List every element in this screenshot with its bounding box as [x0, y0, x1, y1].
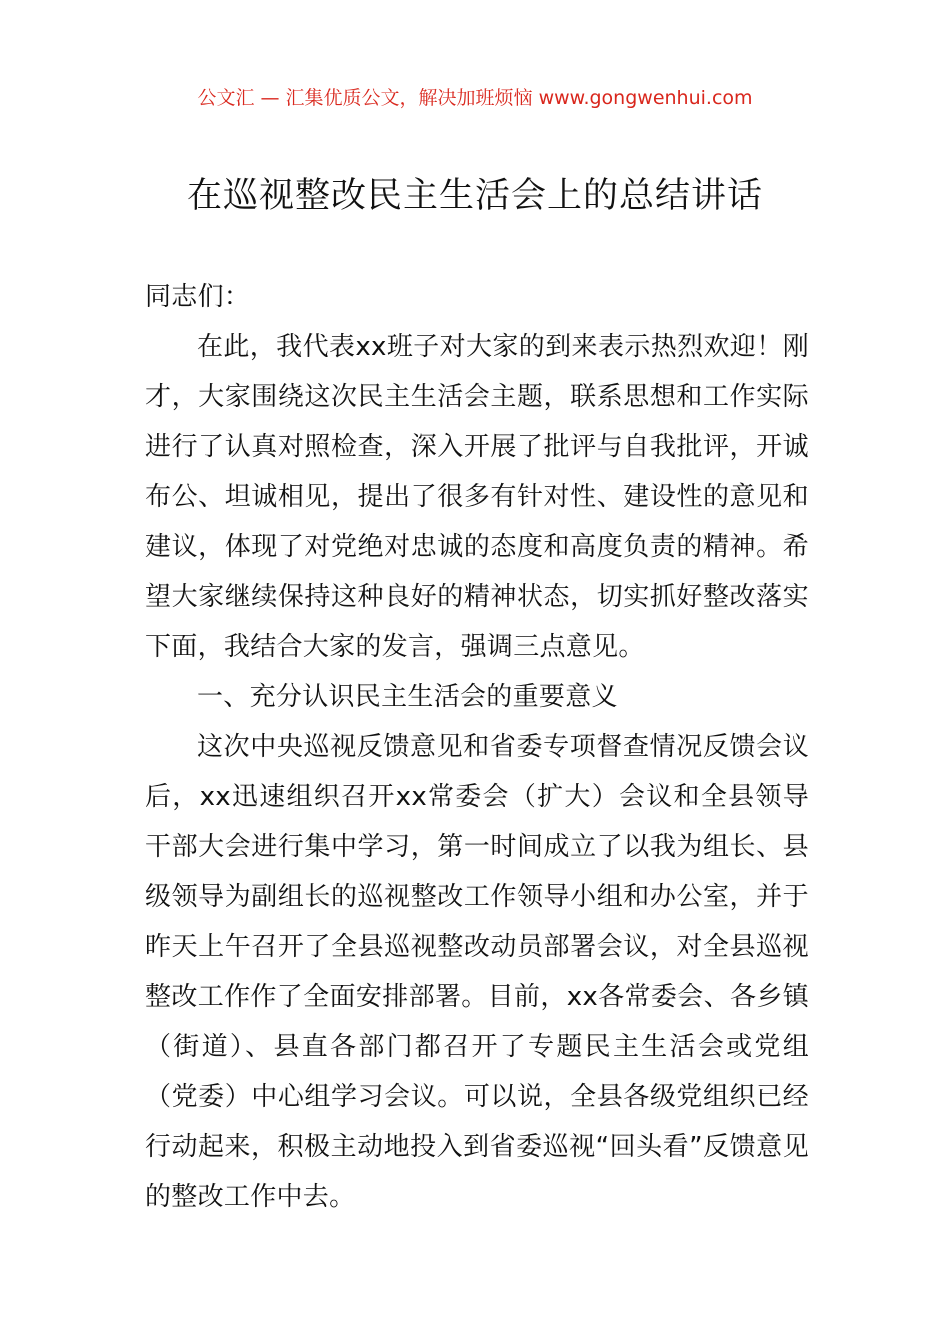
section-heading-1: 一、充分认识民主生活会的重要意义 [197, 682, 618, 712]
paragraph-2: 这次中央巡视反馈意见和省委专项督查情况反馈会议后，xx迅速组织召开xx常委会（扩大）会议和全县领导干部大会进行集中学习，第一时间成立了以我为组长、县级领导为副组长的巡视整改工作领导小组和办公室，并于昨天上午召开了全县巡视整改动员部署会议，对全县巡视整改工作作了全面安排部署。目前，xx各常委会、各乡镇（街道）、县直各部门都召开了专题民主生活会或党组（党委）中心组学习会议。可以说，全县各级党组织已经行动起来，积极主动地投入到省委巡视“回头看”反馈意见的整改工作中去。 [145, 732, 809, 1212]
document-title: 在巡视整改民主生活会上的总结讲话 [186, 176, 763, 216]
paragraph-1: 在此，我代表xx班子对大家的到来表示热烈欢迎！刚才，大家围绕这次民主生活会主题，联系思想和工作实际进行了认真对照检查，深入开展了批评与自我批评，开诚布公、坦诚相见，提出了很多有针对性、建设性的意见和建议，体现了对党绝对忠诚的态度和高度负责的精神。希望大家继续保持这种良好的精神状态，切实抓好整改落实下面，我结合大家的发言，强调三点意见。 [145, 332, 809, 662]
salutation: 同志们： [145, 282, 251, 312]
header-banner: 公文汇 — 汇集优质公文，解决加班烦恼 www.gongwenhui.com [197, 87, 753, 109]
